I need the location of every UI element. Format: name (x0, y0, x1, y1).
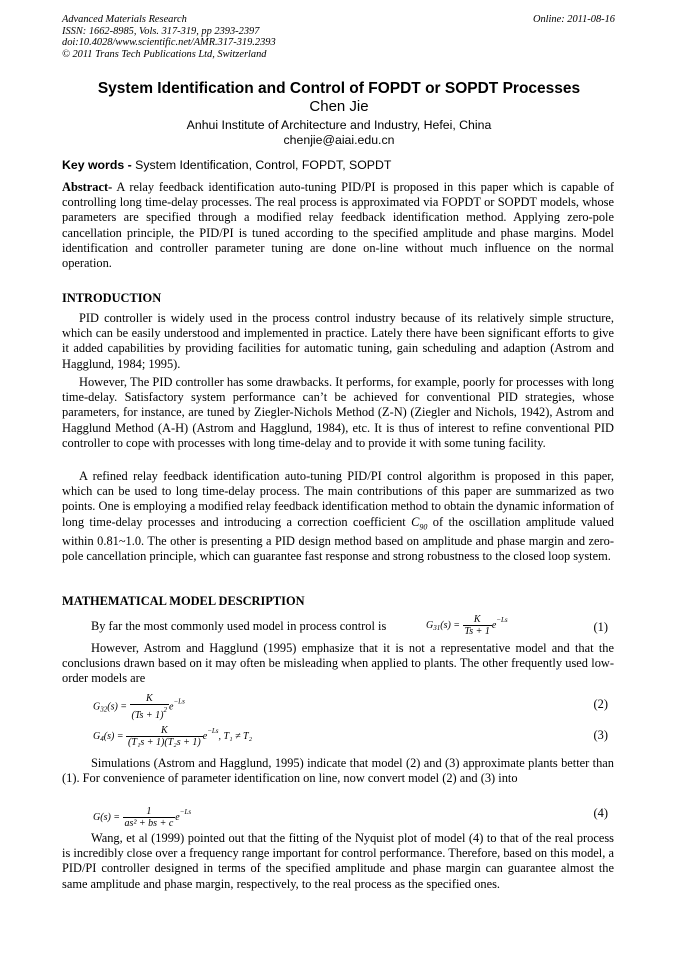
journal-copyright: © 2011 Trans Tech Publications Ltd, Switzerland (62, 48, 267, 60)
abstract-label: Abstract- (62, 180, 113, 194)
equation-2-number: (2) (593, 697, 608, 711)
intro-p3-after: of the oscillation amplitude valued within 0.81~1.0. The other is presenting a PID design method based on amplitude and phase margin and zero-pole cancellation principle, which can guarantee fast response and strong robustness to the closed loop system. (62, 514, 614, 564)
author-email: chenjie@aiai.edu.cn (283, 133, 395, 147)
online-date: Online: 2011-08-16 (532, 14, 615, 25)
equation-1: $G_{31}(s)$ = $\frac{K}{Ts + 1}$ $e^{-Ls}$ (426, 614, 508, 637)
equation-3: $G_4(s)$ = $\frac{K}{\text{(T₁s + 1)(T₂s + 1)}}$ $e^{-Ls}$, T₁ ≠ T₂ (93, 725, 253, 748)
equation-3-number: (3) (593, 728, 608, 742)
model-paragraph-4: Wang, et al (1999) pointed out that the fitting of the Nyquist plot of model (4) to that of the real process is incredibly close over a frequency range important for control performance. Therefore, based on this model, a PID/PI controller designed in terms of the specified amplitude and phase margin can guarantee almost the same amplitude and phase margin, respectively, to the real process as the specified ones. (62, 831, 614, 891)
section-heading-model: MATHEMATICAL MODEL DESCRIPTION (62, 594, 305, 608)
affiliation-block (62, 118, 616, 148)
eq1-fraction: $\frac{K}{Ts + 1}$ (464, 614, 490, 637)
journal-issn: ISSN: 1662-8985, Vols. 317-319, pp 2393-2397 (62, 25, 260, 37)
author-name: Chen Jie (309, 98, 369, 115)
equation-2: $G_{32}(s)$ = $\frac{K}{(Ts + 1)^2}$ $e^{-Ls}$ (93, 693, 185, 721)
correction-coefficient: $C_{90}$ (411, 514, 428, 532)
journal-name: Advanced Materials Research (62, 14, 187, 25)
eq2-fraction: $\frac{K}{(Ts + 1)^2}$ (131, 693, 167, 721)
keywords (62, 158, 616, 173)
paper-title: System Identification and Control of FOPDT or SOPDT Processes (97, 80, 581, 97)
model-paragraph-2: However, Astrom and Hagglund (1995) emphasize that it is not a representative model and that the conclusions drawn based on it may often be misleading when applied to plants. The other frequently used low-order models are (62, 641, 614, 686)
model-paragraph-3: Simulations (Astrom and Hagglund, 1995) indicate that model (2) and (3) approximate plants better than (1). For convenience of parameter identification on line, now convert model (2) and (3) into (62, 756, 614, 786)
keywords-label: Key words - (62, 158, 132, 172)
intro-paragraph-2: However, The PID controller has some drawbacks. It performs, for example, poorly for processes with long time-delay. Satisfactory system performance can’t be achieved for conventional PID strategies, whose parameters, for instance, are tuned by Ziegler-Nichols Method (Z-N) (Ziegler and Nichols, 1942), Astrom and Hagglund Method (A-H) (Astrom and Hagglund, 1984), etc. It is thus of interest to refine conventional PID controller to cope with processes with long time-delay and to provide it with some tuning facility. (62, 375, 614, 450)
intro-paragraph-1: PID controller is widely used in the process control industry because of its relatively simple structure, which can be easily understood and implemented in practice. Lately there have been significant efforts to give it added capabilities by providing facilities for automatic tuning, gain scheduling and adaption (Astrom and Hagglund, 1984; 1995). (62, 311, 614, 371)
equation-4: G(s) = $\frac{1}{\text{as² + bs + c}}$ $e^{-Ls}$ (93, 806, 192, 829)
eq3-fraction: $\frac{K}{\text{(T₁s + 1)(T₂s + 1)}}$ (128, 725, 201, 748)
keywords-text: System Identification, Control, FOPDT, SOPDT (135, 158, 392, 172)
model-paragraph-1: By far the most commonly used model in process control is (91, 619, 387, 633)
abstract-text: A relay feedback identification auto-tuning PID/PI is proposed in this paper which is capable of controlling long time-delay processes. The real process is approximated via FOPDT or SOPDT models, whose parameters are specified through a modified relay feedback identification method. Applying zero-pole cancellation principle, the PID/PI is tuned according to the specified amplitude and phase margins. Model identification and controller parameter tuning are done on-line without much influence on the normal operation. (62, 180, 614, 271)
section-heading-introduction: INTRODUCTION (62, 291, 162, 305)
intro-p3-before: A refined relay feedback identification auto-tuning PID/PI control algorithm is proposed in this paper, which can be used to long time-delay process. The main contributions of this paper are summarized as two points. One is employing a modified relay feedback identification method to obtain the dynamic information of long time-delay processes and introducing a correction coefficient (62, 469, 614, 529)
equation-1-number: (1) (593, 620, 608, 634)
eq4-fraction: $\frac{1}{\text{as² + bs + c}}$ (124, 806, 174, 829)
intro-paragraph-3 (62, 469, 614, 565)
abstract (62, 180, 614, 271)
journal-doi: doi:10.4028/www.scientific.net/AMR.317-319.2393 (62, 37, 276, 49)
journal-header (62, 14, 276, 60)
equation-4-number: (4) (593, 806, 608, 820)
affiliation: Anhui Institute of Architecture and Industry, Hefei, China (186, 118, 492, 132)
